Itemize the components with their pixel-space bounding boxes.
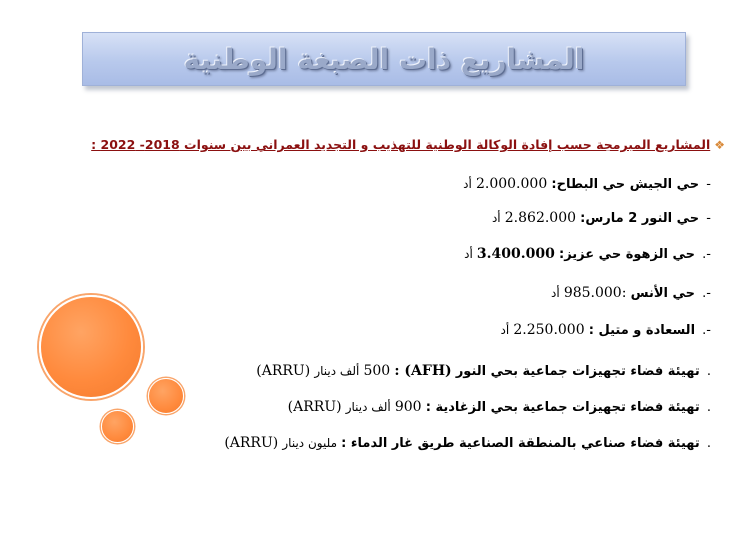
item-unit: أد [464,247,473,261]
item-name: حي الزهوة حي عزيز: [559,247,696,262]
list-item [224,435,711,451]
item-value: 2.250.000 [513,322,585,338]
item-unit: أد [491,211,501,225]
item-name: حي النور 2 مارس: [580,211,700,226]
decor-circle-small [101,410,134,443]
item-name: تهيئة فضاء تجهيزات جماعية بحي النور [455,364,700,379]
heading-text: المشاريع المبرمجة حسب إفادة الوكالة الوطنية للتهذيب و التجديد العمراني بين سنوات 2018- 2022 : [91,137,711,152]
item-ref: (ARRU) [256,363,311,379]
item-unit: ألف دينار [314,364,360,378]
item-value: 900 [394,399,422,415]
item-dash: -. [702,286,711,301]
item-name: السعادة و متيل : [588,323,696,338]
list-item [288,399,711,415]
item-name: حي الأنس [630,286,696,301]
item-ref: (ARRU) [224,435,279,451]
item-dash: . [706,436,711,451]
list-item [256,363,711,379]
item-unit: ألف دينار [345,400,391,414]
item-name: تهيئة فضاء صناعي بالمنطقة الصناعية طريق غار الدماء : [341,436,700,451]
list-item [551,285,711,301]
item-value: 2.862.000 [504,210,577,226]
page-title: المشاريع ذات الصبغة الوطنية [183,42,585,76]
item-value: مليون دينار [282,436,337,450]
item-unit: أد [550,286,560,300]
item-dash: - [706,211,711,226]
list-item [464,246,711,262]
section-heading [91,137,725,152]
decor-circle-large [39,295,143,399]
item-ref: (ARRU) [287,399,342,415]
item-value: 500 [363,363,391,379]
list-item [501,322,711,338]
item-dash: . [706,364,711,379]
item-value: 3.400.000 [476,246,555,262]
item-dash: -. [702,247,711,262]
item-dash: -. [702,323,711,338]
item-name: تهيئة فضاء تجهيزات جماعية بحي الزغادية : [425,400,700,415]
item-unit: أد [500,323,510,337]
list-item [463,176,711,192]
title-banner [82,32,686,86]
item-value: :985.000 [563,285,627,301]
decor-circle-medium [148,378,184,414]
item-unit: أد [463,177,472,191]
diamond-bullet-icon: ❖ [714,137,725,152]
item-dash: - [706,177,711,192]
item-name: حي الجيش حي البطاح: [551,177,700,192]
list-item [492,210,711,226]
item-tag: (AFH) : [394,363,452,379]
item-value: 2.000.000 [475,176,548,192]
item-dash: . [706,400,711,415]
